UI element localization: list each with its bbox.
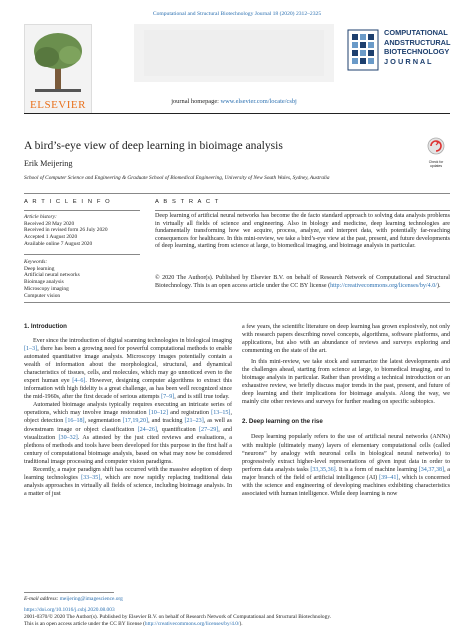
keyword: Computer vision — [24, 292, 61, 299]
author-name: Erik Meijering — [24, 159, 73, 168]
homepage-link[interactable]: www.elsevier.com/locate/csbj — [220, 98, 297, 105]
dna-grid-icon — [346, 28, 382, 74]
elsevier-tree-icon — [25, 25, 91, 97]
citation-link[interactable]: [13–15] — [211, 410, 231, 417]
keyword: Artificial neural networks — [24, 272, 80, 279]
citation-link[interactable]: [33,35,36] — [310, 466, 336, 473]
abstract-text: Deep learning of artificial neural networks has become the de facto standard approach to solving data analysis problems in virtually all fields of science and engineering. Also in biology and medicine, deep learning technologies are fundamentally transforming how we acquire, process, analyze, and interpret data, with potentially far-reaching consequences for healthcare. In this mini-review, we take a bird’s-eye view at the past, present, and future developments of deep learning, starting from science at large, to biomedical imaging, and bioimage analysis in particular. — [155, 213, 450, 250]
journal-logo-line: ANDSTRUCTURAL — [384, 37, 451, 47]
article-history — [24, 214, 144, 248]
history-item: Accepted 1 August 2020 — [24, 234, 78, 241]
keywords-label: Keywords: — [24, 259, 48, 265]
abstract-bottom-rule — [24, 302, 450, 303]
citation-link[interactable]: [1–3] — [24, 346, 38, 353]
left-column — [24, 337, 232, 498]
license-end: ). — [239, 621, 243, 627]
section-2-paragraph-1: Deep learning popularly refers to the use of artificial neural networks (ANNs) with multiple (ultimately many) layers of elementary computational cells (called “neurons” by analogy with neuronal cells in biological neural networks) to progressively extract higher-level representations of given input data in order to perform data analysis tasks [33,35,36]. It is a form of machine learning [34,37,38], a major branch of the field of artificial intelligence (AI) [39–41], which is concerned with the science and engineering of developing machines exhibiting characteristics associated with human intelligence. While deep learning is now — [242, 434, 450, 497]
citation-link[interactable]: [30–32] — [58, 434, 78, 441]
license-text: This is an open access article under the CC BY license ( — [24, 621, 145, 627]
journal-logo-text — [384, 28, 451, 66]
banner-pattern — [144, 30, 324, 76]
footnote-rule — [24, 592, 114, 593]
affiliation: School of Computer Science and Engineering & Graduate School of Biomedical Engineering, University of New South Wales, Sydney, Australia — [24, 175, 330, 181]
contents-banner — [134, 24, 334, 82]
article-info-heading: A R T I C L E I N F O — [24, 199, 112, 205]
citation-link[interactable]: [34,37,38] — [418, 466, 445, 473]
check-updates-line: updates — [429, 164, 443, 168]
citation-link[interactable]: [33–35] — [81, 474, 101, 481]
keywords — [24, 259, 144, 299]
license-link[interactable]: http://creativecommons.org/licenses/by/4.0/ — [330, 282, 437, 289]
history-label: Article history: — [24, 214, 57, 220]
abstract-copyright — [155, 275, 450, 290]
homepage-label: journal homepage: — [171, 98, 221, 105]
intro-heading: 1. Introduction — [24, 323, 67, 330]
copyright-end: ). — [436, 282, 441, 289]
journal-logo-line: J O U R N A L — [384, 56, 432, 66]
citation-link[interactable]: [39–41] — [379, 474, 399, 481]
right-column — [242, 323, 450, 498]
journal-logo-line: BIOTECHNOLOGY — [384, 47, 450, 56]
intro-paragraph-4: a few years, the scientific literature on deep learning has grown explosively, not only with research papers describing novel concepts, algorithms, software platforms, and applications, but also with an abundance of reviews and surveys exploring and commenting on the state of the art. — [242, 324, 450, 355]
header-rule — [24, 113, 450, 114]
footer-license-link[interactable]: http://creativecommons.org/licenses/by/4.0/ — [144, 621, 240, 627]
citation-link[interactable]: [7–9] — [161, 394, 175, 401]
keyword: Microscopy imaging — [24, 285, 69, 292]
history-rule — [24, 254, 140, 255]
citation-link[interactable]: [17,19,20] — [122, 418, 149, 425]
citation-link[interactable]: [21–23] — [184, 418, 204, 425]
history-item: Received 28 May 2020 — [24, 220, 75, 227]
check-updates-icon — [424, 137, 448, 155]
citation-link[interactable]: [4–6] — [72, 378, 86, 385]
history-item: Available online 7 August 2020 — [24, 240, 93, 247]
journal-logo-line: COMPUTATIONAL — [384, 28, 448, 37]
citation-link[interactable]: [27–29] — [199, 426, 219, 433]
intro-paragraph-2: Automated bioimage analysis typically requires executing an intricate series of operations, which may involve image restoration [10–12] and registration [13–15], object detection [16–18], segmentation [17,19,20], and tracking [21–23], as well as downstream image or object classification [24–26], quantification [27–29], and visualization [30–32]. As attested by the just cited reviews and evaluations, a plethora of methods and tools have been developed for this purpose in the first half a century of computational bioimage analysis, based on what may now be considered traditional image processing and computer vision paradigms. — [24, 402, 233, 465]
email-label: E-mail address: — [24, 596, 60, 602]
copyright-text: © 2020 The Author(s). Published by Elsevier B.V. on behalf of Research Network of Computational and Structural Biotechnology. This is an open access article under the CC BY license ( — [155, 275, 450, 289]
journal-logo — [346, 24, 450, 100]
keyword: Bioimage analysis — [24, 279, 64, 286]
citation-link[interactable]: [10–12] — [148, 410, 169, 417]
email-link[interactable]: meijering@imagescience.org — [59, 596, 123, 602]
abstract-rule — [155, 210, 450, 211]
title-rule — [24, 193, 450, 194]
elsevier-wordmark: ELSEVIER — [30, 99, 86, 111]
email-footnote — [24, 596, 123, 603]
citation-link[interactable]: [16–18] — [65, 418, 85, 425]
history-item: Received in revised form 26 July 2020 — [24, 227, 108, 234]
citation-link[interactable]: [24–26] — [137, 426, 157, 433]
abstract-heading: A B S T R A C T — [155, 199, 220, 205]
intro-paragraph-3: Recently, a major paradigm shift has occurred with the massive adoption of deep learning technologies [33–35], which are now rapidly replacing traditional data analysis approaches in virtually all fields of science, including bioimage analysis. In a matter of just — [24, 466, 233, 497]
elsevier-logo — [24, 24, 92, 114]
article-info-rule — [24, 210, 140, 211]
license-line — [24, 621, 454, 628]
journal-citation[interactable]: Computational and Structural Biotechnology Journal 18 (2020) 2312–2325 — [152, 11, 322, 17]
intro-paragraph-5: In this mini-review, we take stock and summarize the latest developments and the challenges ahead, starting from science at large, to biomedical imaging, and to bioimage analysis in particular. Rather than providing a technical introduction or an exhaustive review, we briefly discuss major trends in the past, present, and future of deep learning and their implications for bioimage analysis. Along the way, we mainly cite other reviews and surveys for further reading on specific subtopics. — [242, 359, 450, 406]
check-updates-badge[interactable] — [424, 137, 448, 168]
section-2-heading: 2. Deep learning on the rise — [242, 418, 323, 426]
intro-paragraph-1: Ever since the introduction of digital scanning technologies in biological imaging [1–3], there has been a growing need for powerful computational methods to enable automated quantitative image analysis. Microscopy images potentially contain a wealth of information about the morphological, structural, and dynamical characteristics of tissues, cells, and molecules, which may go unnoticed even to the expert human eye [4–6]. However, designing computer algorithms to extract this information with high fidelity is a great challenge, as has been well recognized since the mid-1960s, after the first decade of serious attempts [7–9], and is still true today. — [24, 338, 232, 401]
article-title: A bird’s-eye view of deep learning in bioimage analysis — [24, 139, 283, 152]
keyword: Deep learning — [24, 265, 55, 272]
issn-line: 2001-0370/© 2020 The Author(s). Published by Elsevier B.V. on behalf of Research Network of Computational and Structural Biotechnology. — [24, 614, 332, 620]
check-updates-line: Check for — [428, 160, 444, 164]
journal-homepage — [134, 98, 334, 105]
doi-link[interactable]: https://doi.org/10.1016/j.csbj.2020.08.003 — [24, 607, 115, 613]
